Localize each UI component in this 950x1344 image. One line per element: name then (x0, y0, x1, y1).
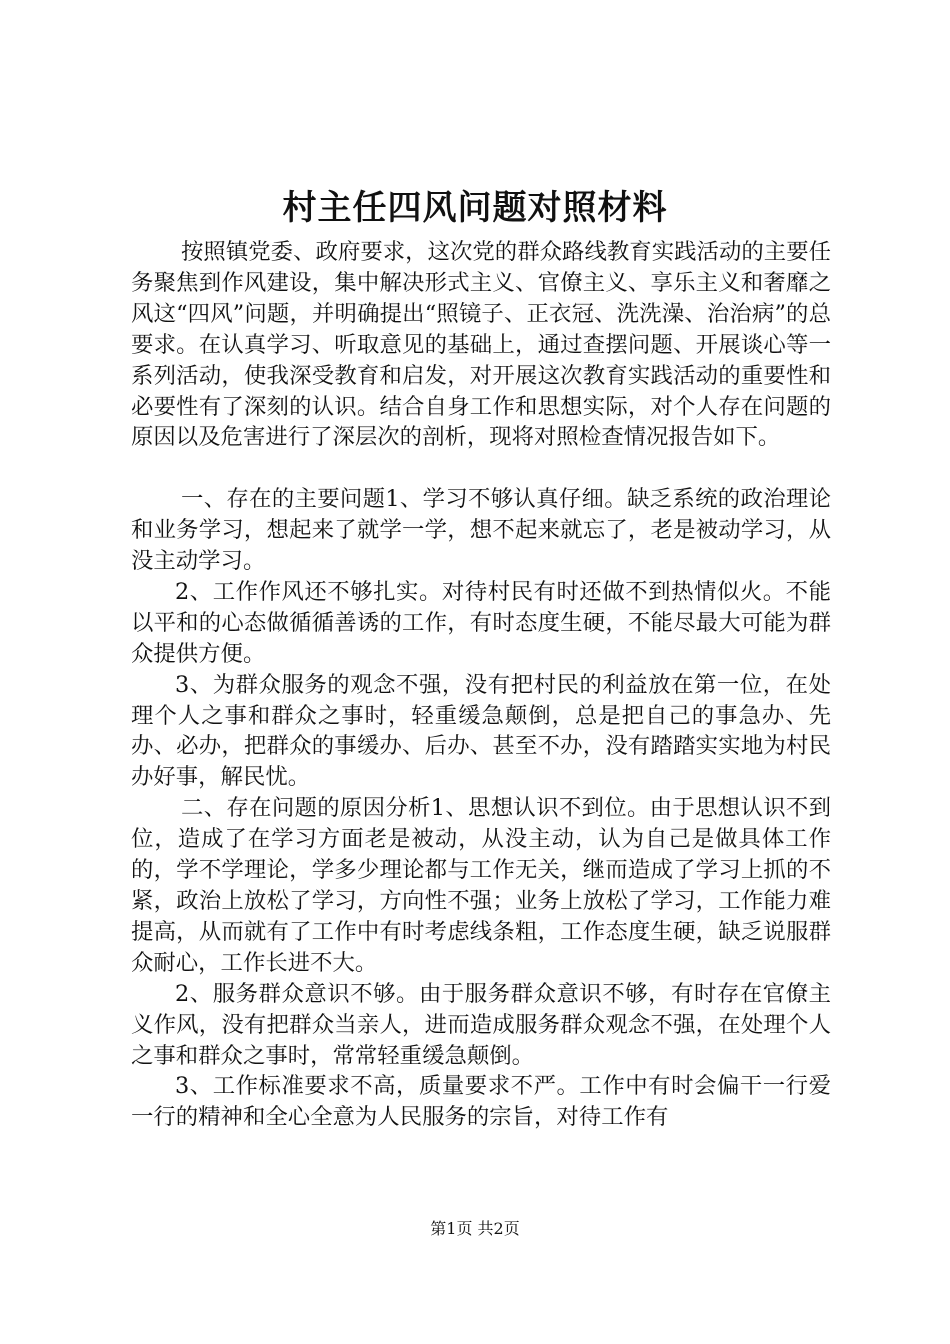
paragraph-main-problems: 一、存在的主要问题1、学习不够认真仔细。缺乏系统的政治理论和业务学习，想起来了就学一学，想不起来就忘了，老是被动学习，从没主动学习。 (131, 486, 831, 575)
document-body (131, 237, 831, 1133)
page-number-footer: 第1页 共2页 (430, 1219, 520, 1238)
paragraph-intro: 按照镇党委、政府要求，这次党的群众路线教育实践活动的主要任务聚焦到作风建设，集中解决形式主义、官僚主义、享乐主义和奢靡之风这“四风”问题，并明确提出“照镜子、正衣冠、洗洗澡、治治病”的总要求。在认真学习、听取意见的基础上，通过查摆问题、开展谈心等一系列活动，使我深受教育和启发，对开展这次教育实践活动的重要性和必要性有了深刻的认识。结合自身工作和思想实际，对个人存在问题的原因以及危害进行了深层次的剖析，现将对照检查情况报告如下。 (131, 239, 831, 451)
paragraph-work-style: 2、工作作风还不够扎实。对待村民有时还做不到热情似火。不能以平和的心态做循循善诱的工作，有时态度生硬，不能尽最大可能为群众提供方便。 (131, 578, 831, 667)
paragraph-work-standards: 3、工作标准要求不高，质量要求不严。工作中有时会偏干一行爱一行的精神和全心全意为人民服务的宗旨，对待工作有 (131, 1073, 831, 1131)
paragraph-cause-analysis: 二、存在问题的原因分析1、思想认识不到位。由于思想认识不到位，造成了在学习方面老是被动，从没主动，认为自己是做具体工作的，学不学理论，学多少理论都与工作无关，继而造成了学习上抓的不紧，政治上放松了学习，方向性不强；业务上放松了学习，工作能力难提高，从而就有了工作中有时考虑线条粗，工作态度生硬，缺乏说服群众耐心，工作长进不大。 (131, 795, 831, 976)
paragraph-service-awareness: 2、服务群众意识不够。由于服务群众意识不够，有时存在官僚主义作风，没有把群众当亲人，进而造成服务群众观念不强，在处理个人之事和群众之事时，常常轻重缓急颠倒。 (131, 980, 831, 1069)
page-title: 村主任四风问题对照材料 (282, 188, 668, 228)
paragraph-service-concept: 3、为群众服务的观念不强，没有把村民的利益放在第一位，在处理个人之事和群众之事时，轻重缓急颠倒，总是把自己的事急办、先办、必办，把群众的事缓办、后办、甚至不办，没有踏踏实实地为村民办好事，解民忧。 (131, 671, 831, 791)
